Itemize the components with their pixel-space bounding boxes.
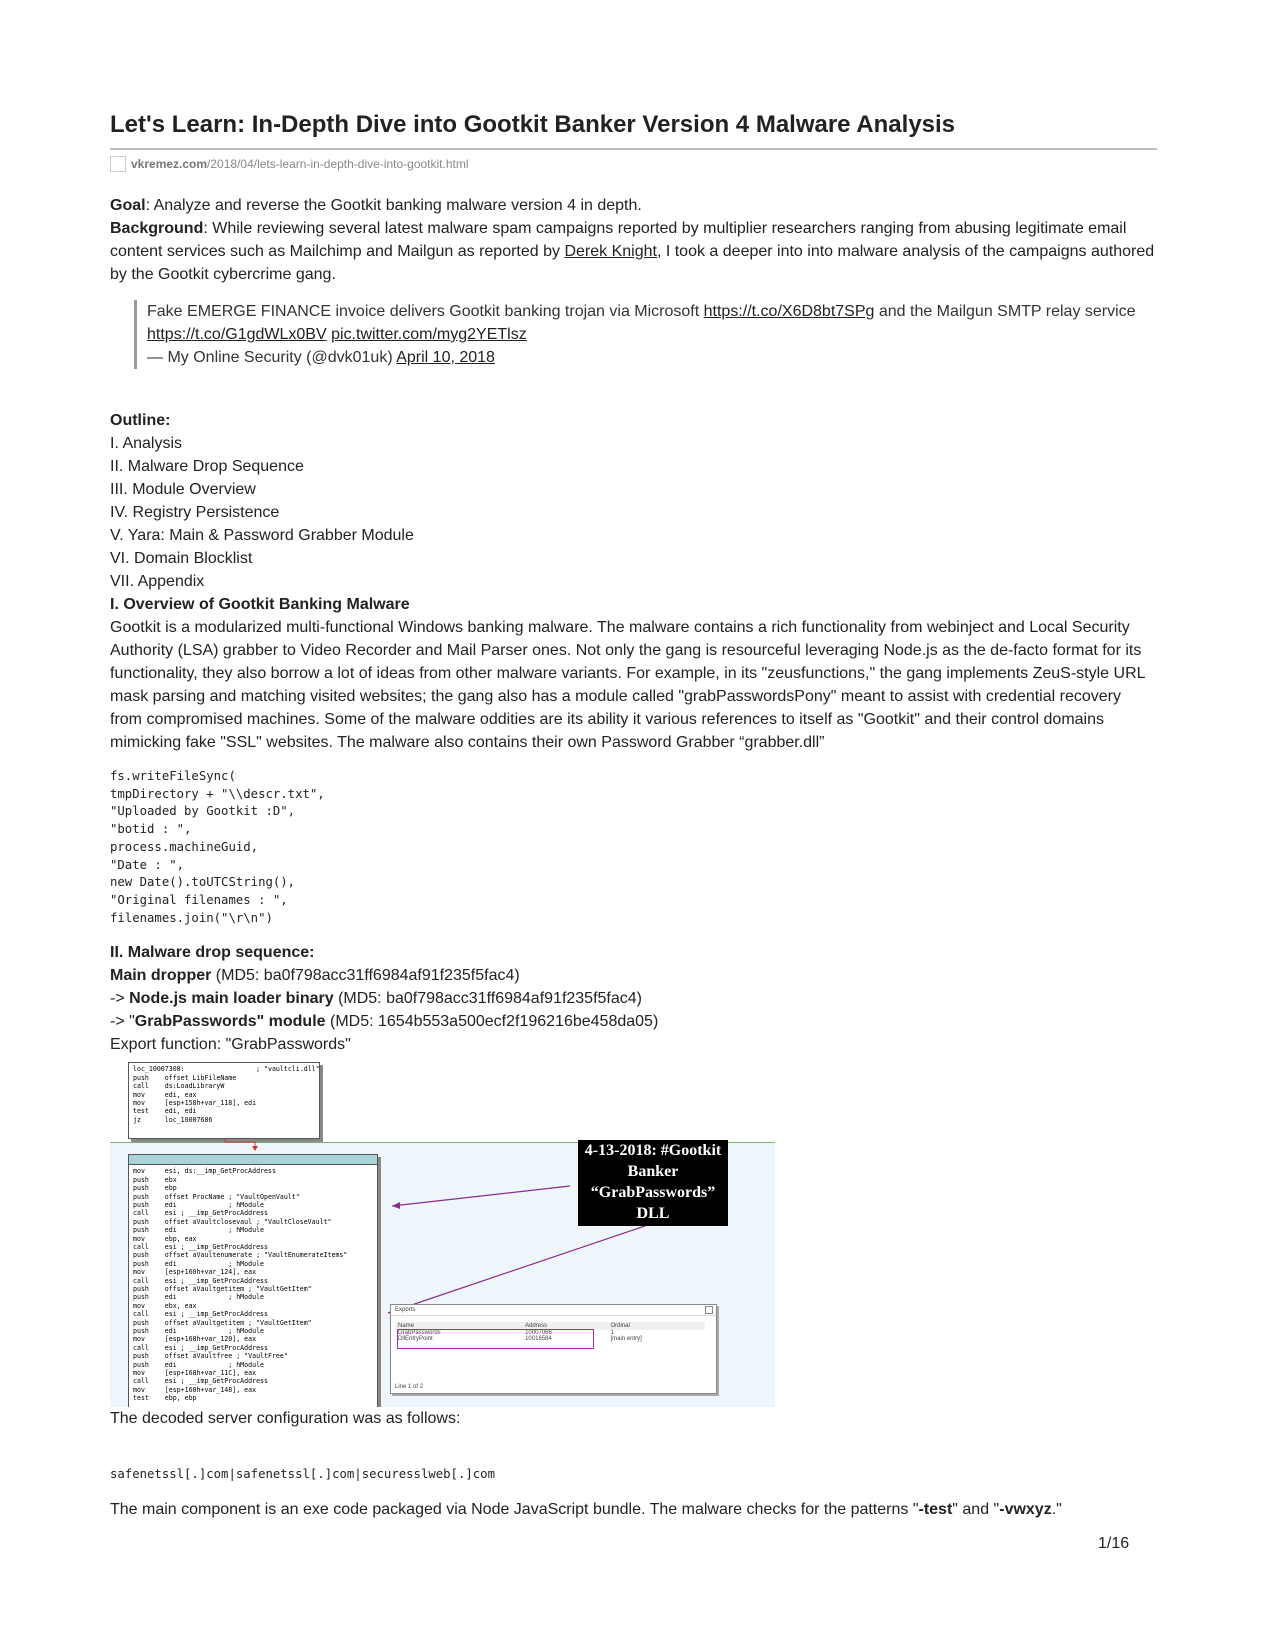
tweet-link-2[interactable]: https://t.co/G1gdWLx0BV xyxy=(147,326,327,343)
export-address: 10007066 xyxy=(525,1330,552,1337)
background-text-end: , I took a deeper into into malware analysis of the campaigns authored by the Gootkit cybercrime gang. xyxy=(110,243,1155,283)
derek-knight-link[interactable]: Derek Knight xyxy=(564,243,657,260)
export-name: DllEntryPoint xyxy=(398,1336,433,1343)
loader-prefix: -> xyxy=(110,990,130,1008)
grab-md5: (MD5: 1654b553a500ecf2f196216be458da05) xyxy=(325,1013,659,1031)
article xyxy=(110,110,1157,1521)
outline xyxy=(110,409,1157,754)
source-url[interactable] xyxy=(110,156,1157,172)
tweet-author: — My Online Security (@dvk01uk) xyxy=(147,349,397,366)
outline-item: II. Malware Drop Sequence xyxy=(110,458,304,475)
section1-body: Gootkit is a modularized multi-functional Windows banking malware. The malware contains a rich functionality from webinject and Local Security Authority (LSA) grabber to Video Recorder and Mail Parser ones. Not only the gang is resourceful leveraging Node.js as the de-facto format for its functionality, they also borrow a lot of ideas from other malware variants. For example, in its "zeusfunctions," the gang implements ZeuS-style URL mask parsing and matching visited websites; the gang also has a module called "grabPasswordsPony" meant to assist with credential recovery from compromised machines. Some of the malware oddities are its ability it various references to itself as "Gootkit" and their control domains mimicking fake "SSL" websites. The malware also contains their own Password Grabber “grabber.dll” xyxy=(110,619,1145,751)
outline-item: VII. Appendix xyxy=(110,573,205,590)
section2-heading: II. Malware drop sequence: xyxy=(110,944,315,962)
caption-line: 4-13-2018: #Gootkit xyxy=(584,1142,722,1160)
export-function-line: Export function: "GrabPasswords" xyxy=(110,1036,351,1054)
asm-top-text: loc_10007308: ; "vaultcli.dll" push offset LibFileName call ds:LoadLibraryW mov edi, eax mov [esp+158h+var_118], edi test edi, edi jz loc_10007686 xyxy=(133,1065,320,1124)
outline-item: IV. Registry Persistence xyxy=(110,504,280,521)
tweet-text-2: and the Mailgun SMTP relay service xyxy=(874,303,1136,320)
goal-text: : Analyze and reverse the Gootkit banking malware version 4 in depth. xyxy=(145,197,642,214)
tweet-text: Fake EMERGE FINANCE invoice delivers Gootkit banking trojan via Microsoft xyxy=(147,303,704,320)
column-header: Ordinal xyxy=(607,1322,705,1330)
final-text: The main component is an exe code packaged via Node JavaScript bundle. The malware checks for the patterns " xyxy=(110,1501,919,1519)
figure-caption-box xyxy=(578,1140,728,1226)
export-name: GrabPasswords xyxy=(398,1330,441,1337)
background-label: Background xyxy=(110,220,204,237)
code-block-writefile: fs.writeFileSync( tmpDirectory + "\\descr.txt", "Uploaded by Gootkit :D", "botid : ", process.machineGuid, "Date : ", new Date().toUTCString(), "Original filenames : ", filenames.join("\r\n") xyxy=(110,769,325,925)
decoded-config-intro: The decoded server configuration was as follows: xyxy=(110,1410,461,1428)
dropper-line xyxy=(110,964,1157,987)
page-number: 1/16 xyxy=(1098,1535,1130,1552)
final-text-2: " and " xyxy=(952,1501,1000,1519)
background-text: : While reviewing several latest malware spam campaigns reported by multiplier researchers ranging from abusing legitimate email content services such as Mailchimp and Mailgun as reported by xyxy=(110,220,1127,260)
asm-titlebar xyxy=(129,1155,377,1165)
column-header: Address xyxy=(522,1322,607,1330)
outline-item: VI. Domain Blocklist xyxy=(110,550,253,567)
background-paragraph xyxy=(110,217,1157,286)
export-address: 10016584 xyxy=(525,1336,552,1343)
asm-main-text: mov esi, ds:__imp_GetProcAddress push ebx push ebp push offset ProcName ; "VaultOpenVault" push edi ; hModule call esi ; __imp_GetProcAddress push offset aVaultclosevaul ; "VaultCloseVault" push edi ; hModule mov ebp, eax call esi ; __imp_GetProcAddress push offset aVaultenumerate ; "VaultEnumerateItems" push edi ; hModule mov [esp+160h+var_124], eax call esi ; __imp_GetProcAddress push offset aVaultgetitem ; "VaultGetItem" push edi ; hModule mov ebx, eax call esi ; __imp_GetProcAddress push offset aVaultgetitem ; "VaultGetItem" push edi ; hModule mov [esp+168h+var_120], eax call esi ; __imp_GetProcAddress push offset aVaultfree ; "VaultFree" push edi ; hModule mov [esp+168h+var_11C], eax call esi ; __imp_GetProcAddress mov [esp+160h+var_148], eax test ebp, ebp xyxy=(133,1167,348,1403)
outline-item: III. Module Overview xyxy=(110,481,256,498)
export-ordinal: 1 xyxy=(610,1330,614,1337)
favicon-icon xyxy=(110,156,126,172)
code-block-domains: safenetssl[.]com|safenetssl[.]com|securesslweb[.]com xyxy=(110,1467,495,1482)
pattern-vwxyz: -vwxyz xyxy=(999,1501,1052,1519)
dropper-label: Main dropper xyxy=(110,967,212,985)
exports-title: Exports xyxy=(395,1307,416,1314)
tweet-link-1[interactable]: https://t.co/X6D8bt7SPg xyxy=(703,303,875,320)
grab-prefix: -> " xyxy=(110,1013,135,1031)
dropper-md5: (MD5: ba0f798acc31ff6984af91f235f5fac4) xyxy=(211,967,520,985)
section1-heading: I. Overview of Gootkit Banking Malware xyxy=(110,596,410,613)
tweet-quote xyxy=(134,300,1157,369)
outline-heading: Outline: xyxy=(110,412,171,429)
grab-line xyxy=(110,1010,1157,1033)
page-title: Let's Learn: In-Depth Dive into Gootkit Banker Version 4 Malware Analysis xyxy=(110,110,1157,150)
asm-block-main xyxy=(128,1154,378,1407)
tweet-pic-link[interactable]: pic.twitter.com/myg2YETlsz xyxy=(331,326,527,343)
pattern-test: -test xyxy=(918,1501,953,1519)
caption-line: “GrabPasswords” xyxy=(590,1184,716,1202)
exports-window xyxy=(390,1304,717,1394)
goal-label: Goal xyxy=(110,197,146,214)
ida-screenshot-figure xyxy=(110,1058,775,1407)
source-path: /2018/04/lets-learn-in-depth-dive-into-gootkit.html xyxy=(207,157,469,171)
close-icon xyxy=(705,1306,713,1314)
caption-line: Banker xyxy=(627,1163,679,1181)
loader-md5: (MD5: ba0f798acc31ff6984af91f235f5fac4) xyxy=(333,990,642,1008)
column-header: Name xyxy=(395,1322,522,1330)
source-domain: vkremez.com xyxy=(131,157,208,171)
tweet-date-link[interactable]: April 10, 2018 xyxy=(396,349,495,366)
outline-item: V. Yara: Main & Password Grabber Module xyxy=(110,527,414,544)
highlight-box xyxy=(397,1329,594,1349)
exports-footer: Line 1 of 2 xyxy=(395,1384,424,1391)
caption-line: DLL xyxy=(636,1205,670,1223)
loader-line xyxy=(110,987,1157,1010)
export-ordinal: [main entry] xyxy=(610,1336,642,1343)
grab-label: GrabPasswords" module xyxy=(134,1013,326,1031)
drop-sequence xyxy=(110,941,1157,1056)
final-text-3: ." xyxy=(1051,1501,1062,1519)
loader-label: Node.js main loader binary xyxy=(129,990,334,1008)
final-paragraph xyxy=(110,1498,1157,1521)
goal-paragraph xyxy=(110,194,1157,217)
outline-item: I. Analysis xyxy=(110,435,183,452)
